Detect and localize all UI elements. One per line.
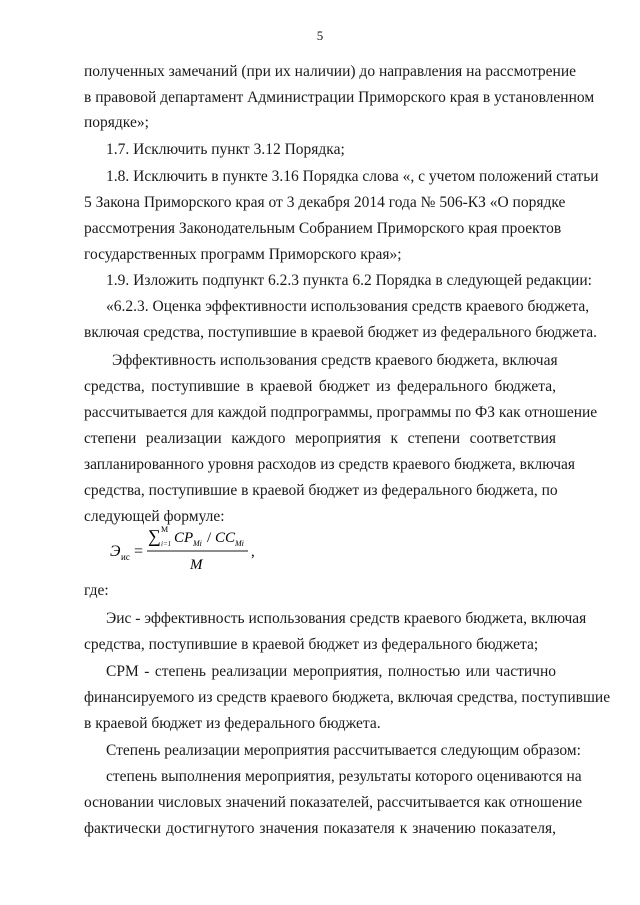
definition-crm: СРМ - степень реализации мероприятия, полностью или частично	[106, 663, 556, 680]
formula-lhs-sub: ис	[121, 552, 130, 562]
where-label: где:	[84, 582, 109, 599]
paragraph-line: рассчитывается для каждой подпрограммы, программы по ФЗ как отношение	[84, 404, 598, 421]
page-number: 5	[316, 28, 324, 43]
paragraph-line: государственных программ Приморского края»;	[84, 246, 402, 263]
formula-sum-sign: ∑	[148, 526, 161, 546]
paragraph-line: средства, поступившие в краевой бюджет из федерального бюджета, по	[84, 482, 558, 499]
paragraph-line: в правовой департамент Администрации Приморского края в установленном	[84, 89, 595, 106]
formula-sum-lower: i=1	[161, 540, 172, 548]
formula-trailing-comma: ,	[251, 544, 255, 560]
paragraph-line: 5 Закона Приморского края от 3 декабря 2014 года № 506-КЗ «О порядке	[84, 194, 566, 211]
item-1-9: 1.9. Изложить подпункт 6.2.3 пункта 6.2 Порядка в следующей редакции:	[106, 272, 592, 289]
formula-num-b: CC	[215, 530, 236, 546]
paragraph-line: полученных замечаний (при их наличии) до направления на рассмотрение	[84, 63, 577, 80]
formula-num-b-sub: Mi	[235, 539, 244, 548]
paragraph-line: в краевой бюджет из федерального бюджета.	[84, 715, 381, 732]
paragraph-line: степени реализации каждого мероприятия к степени соответствия	[84, 430, 556, 447]
paragraph-line: финансируемого из средств краевого бюджета, включая средства, поступившие	[84, 689, 611, 706]
paragraph-line: порядке»;	[84, 114, 149, 131]
paragraph-line: фактически достигнутого значения показателя к значению показателя,	[84, 820, 556, 837]
paragraph-line: Степень реализации мероприятия рассчитывается следующим образом:	[106, 742, 581, 759]
item-1-7: 1.7. Исключить пункт 3.12 Порядка;	[106, 141, 345, 158]
formula-denominator: M	[190, 557, 203, 573]
paragraph-line: рассмотрения Законодательным Собранием Приморского края проектов	[84, 220, 562, 237]
paragraph-line: Эффективность использования средств краевого бюджета, включая	[112, 352, 558, 369]
definition-eis: Эис - эффективность использования средств краевого бюджета, включая	[106, 610, 587, 627]
formula-slash: /	[207, 530, 212, 546]
formula-equals: =	[134, 543, 144, 560]
formula-sum-upper: M	[161, 525, 169, 534]
paragraph-line: включая средства, поступившие в краевой бюджет из федерального бюджета.	[84, 324, 597, 341]
paragraph-line: средства, поступившие в краевой бюджет из федерального бюджета;	[84, 636, 539, 653]
paragraph-line: запланированного уровня расходов из средств краевого бюджета, включая	[84, 456, 576, 473]
item-1-8: 1.8. Исключить в пункте 3.16 Порядка слова «, с учетом положений статьи	[106, 168, 599, 185]
formula-num-a-sub: Mi	[193, 539, 202, 548]
paragraph-line: степень выполнения мероприятия, результаты которого оцениваются на	[106, 768, 582, 785]
efficiency-formula	[110, 520, 310, 575]
paragraph-line: средства, поступившие в краевой бюджет из федерального бюджета,	[84, 378, 556, 395]
section-6-2-3: «6.2.3. Оценка эффективности использования средств краевого бюджета,	[106, 298, 590, 315]
formula-lhs: Э	[110, 543, 121, 560]
paragraph-line: основании числовых значений показателей, рассчитывается как отношение	[84, 794, 583, 811]
paragraph-line: следующей формуле:	[84, 508, 225, 525]
formula-num-a: CP	[174, 530, 194, 546]
formula-svg	[110, 520, 310, 575]
